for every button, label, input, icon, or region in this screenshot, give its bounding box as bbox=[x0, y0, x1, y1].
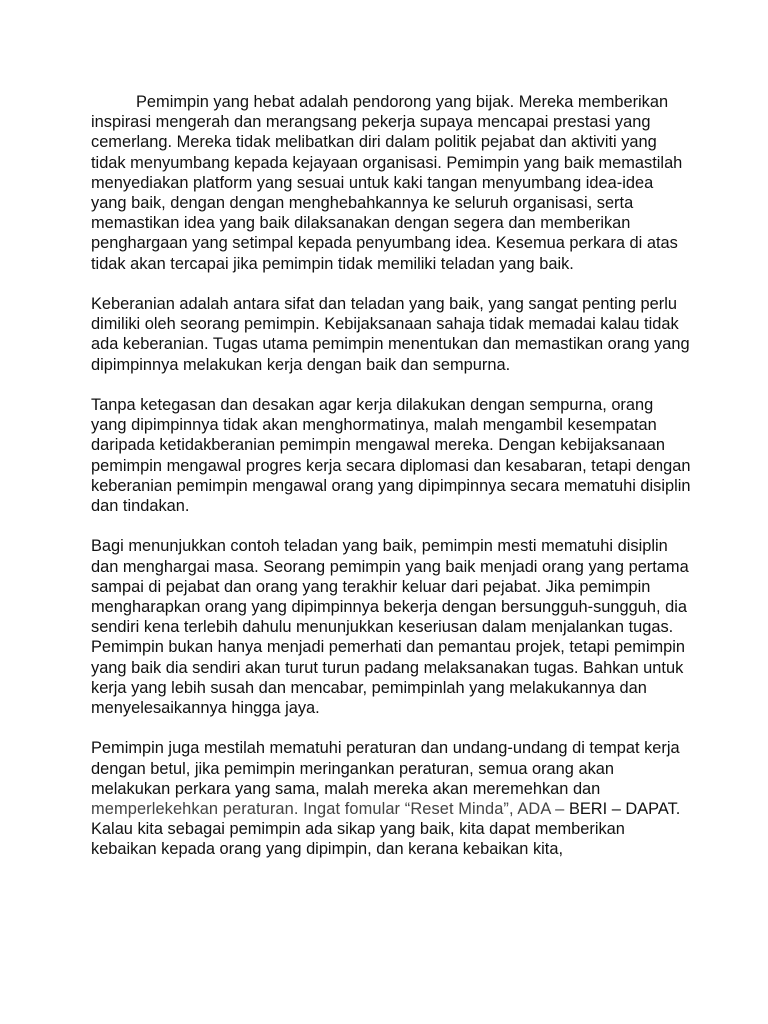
paragraph-4: Bagi menunjukkan contoh teladan yang baik, pemimpin mesti mematuhi disiplin dan menghargai masa. Seorang pemimpin yang baik menjadi orang yang pertama sampai di pejabat dan orang yang terakhir keluar dari pejabat. Jika pemimpin mengharapkan orang yang dipimpinnya bekerja dengan bersungguh-sungguh, dia sendiri kena terlebih dahulu menunjukkan keseriusan dalam menjalankan tugas. Pemimpin bukan hanya menjadi pemerhati dan pemantau projek, tetapi pemimpin yang baik dia sendiri akan turut turun padang melaksanakan tugas. Bahkan untuk kerja yang lebih susah dan mencabar, pemimpinlah yang melakukannya dan menyelesaikannya hingga jaya. bbox=[91, 537, 689, 718]
paragraph-5 bbox=[91, 738, 691, 859]
paragraph-2: Keberanian adalah antara sifat dan teladan yang baik, yang sangat penting perlu dimiliki oleh seorang pemimpin. Kebijaksanaan sahaja tidak memadai kalau tidak ada keberanian. Tugas utama pemimpin menentukan dan memastikan orang yang dipimpinnya melakukan kerja dengan baik dan sempurna. bbox=[91, 295, 690, 374]
paragraph-5-part-1: Pemimpin juga mestilah mematuhi peraturan dan undang-undang di tempat kerja dengan betul, jika pemimpin meringankan peraturan, semua orang akan melakukan perkara yang sama, malah mereka akan meremehkan dan bbox=[91, 739, 680, 798]
paragraph-3: Tanpa ketegasan dan desakan agar kerja dilakukan dengan sempurna, orang yang dipimpinnya tidak akan menghormatinya, malah mengambil kesempatan daripada ketidakberanian pemimpin mengawal mereka. Dengan kebijaksanaan pemimpin mengawal progres kerja secara diplomasi dan kesabaran, tetapi dengan keberanian pemimpin mengawal orang yang dipimpinnya secara mematuhi disiplin dan tindakan. bbox=[91, 396, 691, 516]
paragraph-5-part-3: BERI – DAPAT. Kalau kita sebagai pemimpin ada sikap yang baik, kita dapat memberikan kebaikan kepada orang yang dipimpin, dan kerana kebaikan kita, bbox=[91, 800, 681, 859]
paragraph-1: Pemimpin yang hebat adalah pendorong yang bijak. Mereka memberikan inspirasi mengerah dan merangsang pekerja supaya mencapai prestasi yang cemerlang. Mereka tidak melibatkan diri dalam politik pejabat dan aktiviti yang tidak menyumbang kepada kejayaan organisasi. Pemimpin yang baik memastilah menyediakan platform yang sesuai untuk kaki tangan menyumbang idea-idea yang baik, dengan dengan menghebahkannya ke seluruh organisasi, serta memastikan idea yang baik dilaksanakan dengan segera dan memberikan penghargaan yang setimpal kepada penyumbang idea. Kesemua perkara di atas tidak akan tercapai jika pemimpin tidak memiliki teladan yang baik. bbox=[91, 93, 683, 273]
document-body bbox=[91, 92, 691, 880]
paragraph-5-part-2: memperlekehkan peraturan. Ingat fomular “Reset Minda”, ADA – bbox=[91, 800, 565, 819]
